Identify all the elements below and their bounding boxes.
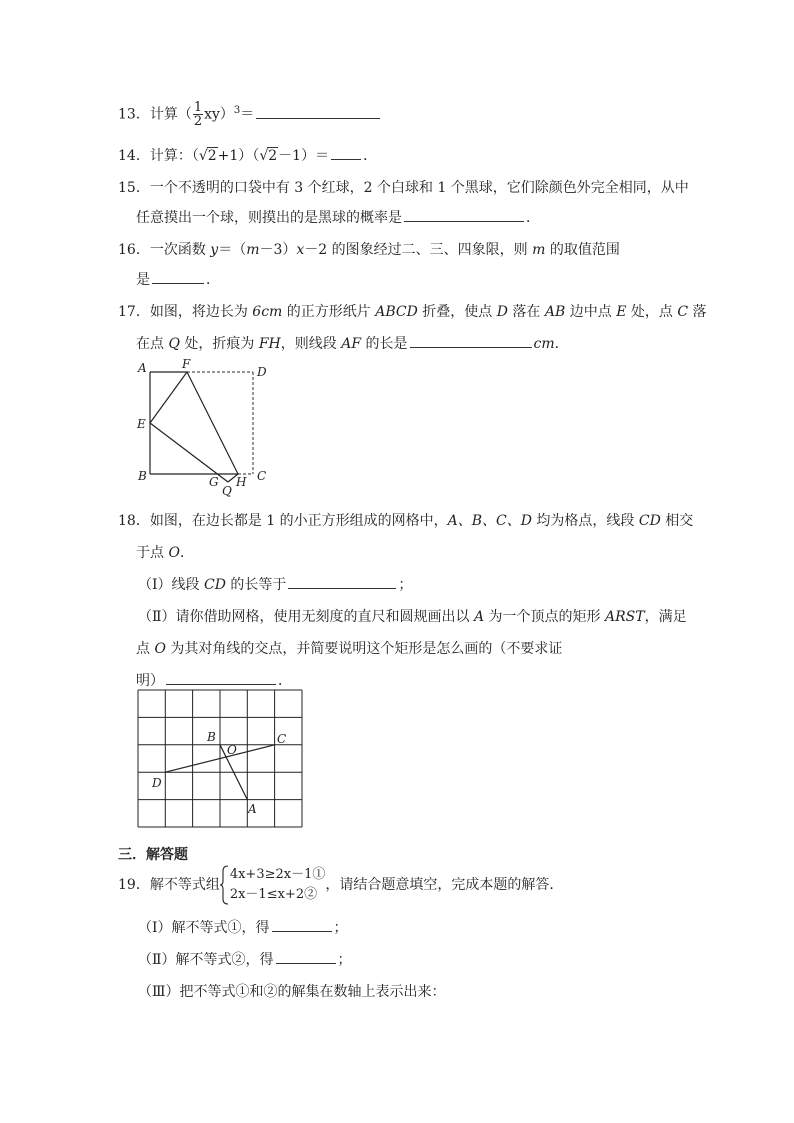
- label-d: D: [152, 776, 162, 790]
- q18-text: 于点: [136, 545, 169, 561]
- question-number: 13．: [118, 106, 150, 123]
- q18-text: 均为格点，线段: [531, 513, 639, 529]
- q17-text: 处，折痕为: [179, 336, 259, 352]
- label-q: Q: [222, 484, 232, 498]
- question-13: [118, 101, 382, 128]
- question-19-line-1: [118, 865, 563, 905]
- exponent: 3: [233, 104, 241, 116]
- label-g: G: [209, 475, 219, 489]
- inequality-1: 4x+3≥2x－1①: [229, 867, 326, 882]
- question-number: 15．: [118, 180, 150, 196]
- var-m: m: [246, 242, 260, 258]
- q16-text: 是: [136, 272, 150, 288]
- answer-blank[interactable]: [288, 574, 396, 589]
- q17-text: 的正方形纸片: [282, 304, 376, 320]
- q19-text: （Ⅱ）解不等式②，得: [138, 952, 274, 968]
- var-c: C: [677, 304, 689, 320]
- semicolon: ；: [398, 577, 413, 593]
- fraction-denominator: 2: [193, 114, 203, 129]
- q18-text: （Ⅰ）线段: [138, 577, 204, 593]
- q15-text: 任意摸出一个球，则摸出的是黑球的概率是: [136, 210, 402, 226]
- q18-text: 明）: [136, 673, 164, 689]
- period: ．: [554, 336, 569, 352]
- var-o: O: [154, 641, 166, 657]
- question-14: [118, 145, 377, 165]
- q16-text: 一次函数: [149, 242, 211, 258]
- q19-text: 解不等式组: [149, 877, 220, 893]
- q18-text: 为其对角线的交点，并简要说明这个矩形是怎么画的（不要求证: [165, 641, 563, 657]
- q18-text: 相交: [660, 513, 694, 529]
- var-e: E: [616, 304, 627, 320]
- q14-text: 计算：（: [149, 148, 199, 164]
- label-f: F: [182, 357, 191, 371]
- question-17-line-1: [118, 301, 707, 321]
- var-af: AF: [341, 336, 362, 352]
- q16-text: ＝（: [218, 242, 247, 258]
- semicolon: ；: [333, 920, 348, 936]
- q18-text: 点: [136, 641, 155, 657]
- label-a: A: [138, 361, 147, 375]
- radicand: 2: [268, 148, 278, 164]
- label-h: H: [236, 475, 247, 489]
- q18-text: 的长等于: [225, 577, 287, 593]
- q18-text: ．: [179, 545, 194, 561]
- q16-text: 的取值范围: [545, 242, 620, 258]
- var-m: m: [532, 242, 546, 258]
- var-y: y: [210, 242, 219, 258]
- equals-sign: ＝: [240, 106, 255, 123]
- question-18-part-1: [138, 574, 412, 594]
- question-18-line-1: [118, 510, 693, 530]
- segment-fe: [150, 372, 187, 423]
- q15-text: 一个不透明的口袋中有 3 个红球，2 个白球和 1 个黑球，它们除颜色外完全相同，从中: [149, 180, 689, 196]
- q17-text: 处，点: [626, 304, 678, 320]
- question-17-line-2: [136, 333, 569, 353]
- inequality-system: [220, 865, 326, 905]
- period: ．: [206, 272, 220, 288]
- section-title: 三．解答题: [118, 847, 188, 863]
- question-18-part-2-line-1: [138, 606, 687, 626]
- answer-blank[interactable]: [276, 949, 336, 964]
- q19-text: ，请结合题意填空，完成本题的解答．: [325, 877, 564, 893]
- question-18-line-2: [136, 542, 194, 562]
- answer-blank[interactable]: [410, 333, 532, 348]
- question-19-part-2: [138, 949, 352, 969]
- q17-text: 如图，将边长为: [149, 304, 253, 320]
- q19-text: （Ⅲ）把不等式①和②的解集在数轴上表示出来：: [138, 984, 446, 1000]
- q13-expression: xy）: [204, 106, 234, 123]
- question-18-part-2-line-3: [136, 670, 292, 690]
- var-arst: ARST: [605, 609, 645, 625]
- var-fh: FH: [258, 336, 281, 352]
- q16-text: －3）: [259, 242, 297, 258]
- q19-text: （Ⅰ）解不等式①，得: [138, 920, 270, 936]
- label-c: C: [277, 732, 287, 746]
- q17-text: 落: [688, 304, 707, 320]
- label-o: O: [227, 743, 237, 757]
- answer-blank[interactable]: [152, 269, 204, 284]
- sqrt-icon: √: [198, 148, 208, 164]
- question-16-line-1: [118, 239, 620, 259]
- question-number: 17．: [118, 304, 150, 320]
- question-number: 14．: [118, 148, 150, 164]
- fraction: [193, 101, 203, 128]
- length-value: 6cm: [252, 304, 283, 320]
- q14-text: +1）（: [217, 148, 260, 164]
- period: ．: [363, 148, 378, 164]
- var-ab: AB: [544, 304, 566, 320]
- q14-text: －1）＝: [278, 148, 330, 164]
- period: ．: [278, 673, 292, 689]
- inequality-2: 2x－1≤x+2②: [229, 887, 318, 902]
- period: ．: [526, 210, 540, 226]
- radicand: 2: [207, 148, 217, 164]
- q17-text: 折叠，使点: [417, 304, 497, 320]
- brace-icon: [220, 865, 230, 905]
- var-cd: CD: [638, 513, 661, 529]
- answer-blank[interactable]: [331, 145, 361, 160]
- q18-text: （Ⅱ）请你借助网格，使用无刻度的直尺和圆规画出以: [138, 609, 474, 625]
- question-15-line-1: [118, 177, 689, 197]
- label-c: C: [257, 469, 267, 483]
- var-cd: CD: [203, 577, 226, 593]
- question-16-line-2: [136, 269, 220, 289]
- semicolon: ；: [337, 952, 352, 968]
- q18-text: 如图，在边长都是 1 的小正方形组成的网格中，: [149, 513, 448, 529]
- question-number: 19．: [118, 877, 150, 893]
- q18-text: ，满足: [644, 609, 687, 625]
- answer-blank[interactable]: [272, 917, 332, 932]
- q18-text: 为一个顶点的矩形: [484, 609, 605, 625]
- question-19-part-1: [138, 917, 348, 937]
- q17-text: 在点: [136, 336, 169, 352]
- answer-blank[interactable]: [404, 207, 524, 222]
- q17-text: 边中点: [565, 304, 617, 320]
- q17-text: ，则线段: [280, 336, 342, 352]
- label-b: B: [138, 469, 147, 483]
- grid-points: A、B、C、D: [447, 513, 532, 529]
- var-o: O: [168, 545, 180, 561]
- var-x: x: [296, 242, 305, 258]
- answer-blank[interactable]: [256, 104, 380, 119]
- label-e: E: [137, 417, 146, 431]
- sqrt-icon: √: [259, 148, 269, 164]
- label-d: D: [257, 365, 267, 379]
- question-15-line-2: [136, 207, 540, 227]
- q16-text: －2 的图象经过二、三、四象限，则: [304, 242, 533, 258]
- q17-text: 的长是: [361, 336, 408, 352]
- var-abcd: ABCD: [375, 304, 418, 320]
- label-a: A: [248, 802, 257, 816]
- question-19-part-3: [138, 981, 446, 1001]
- unit-cm: cm: [533, 336, 555, 352]
- var-q: Q: [168, 336, 180, 352]
- question-18-part-2-line-2: [136, 638, 562, 658]
- figure-17-folded-square: [130, 356, 280, 501]
- question-number: 16．: [118, 242, 150, 258]
- figure-18-grid: [136, 688, 306, 833]
- var-d: D: [496, 304, 508, 320]
- q17-text: 落在: [507, 304, 545, 320]
- question-number: 18．: [118, 513, 150, 529]
- segment-fh: [187, 372, 238, 474]
- var-a: A: [473, 609, 485, 625]
- fraction-numerator: 1: [193, 100, 203, 115]
- label-b: B: [207, 730, 216, 744]
- q13-text: 计算（: [149, 106, 192, 123]
- answer-blank[interactable]: [166, 670, 276, 685]
